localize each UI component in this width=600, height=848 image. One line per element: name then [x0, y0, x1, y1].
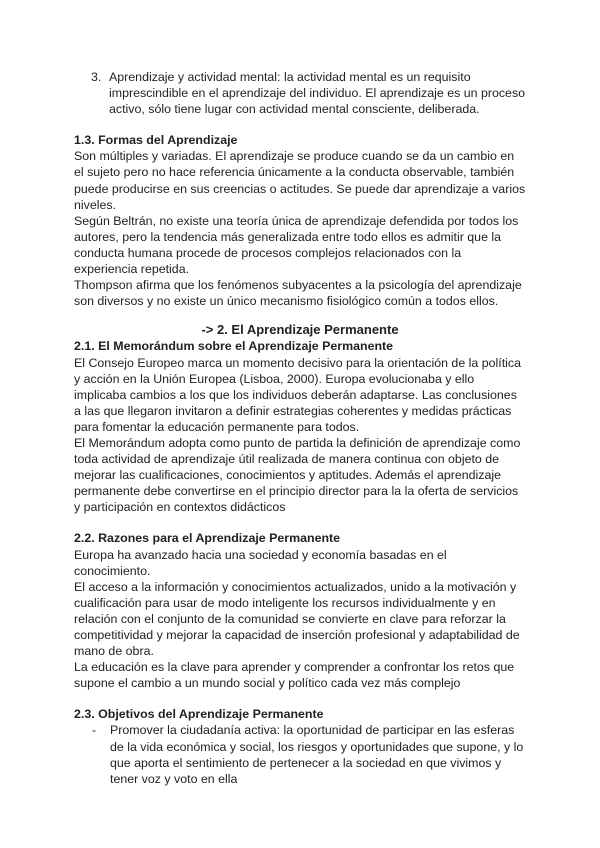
section-heading-2-3: 2.3. Objetivos del Aprendizaje Permanente [74, 707, 324, 722]
bullet-marker: - [92, 723, 97, 738]
list-number: 3. [91, 70, 102, 84]
bullet-text: Promover la ciudadanía activa: la oportunidad de participar en las esferas de la vida económica y social, los riesgos y oportunidades que supone, y lo que aporta el sentimiento de pertenecer a la sociedad en que vivimos y tener voz y voto en ella [110, 723, 524, 786]
bullet-list-item [92, 722, 526, 786]
paragraph: Europa ha avanzado hacia una sociedad y economía basadas en el conocimiento. [74, 547, 447, 578]
section-heading-1-3: 1.3. Formas del Aprendizaje [74, 133, 238, 148]
paragraph: El Consejo Europeo marca un momento decisivo para la orientación de la política y acción en la Unión Europea (Lisboa, 2000). Europa evolucionaba y ello implicaba cambios a los que los individuos deberán adaptarse. Las conclusiones a las que llegaron invitaron a definir estrategias coherentes y medidas prácticas para fomentar la educación permanente para todos. [74, 355, 522, 434]
section-heading-2-2: 2.2. Razones para el Aprendizaje Permanente [74, 531, 341, 546]
paragraph: Según Beltrán, no existe una teoría única de aprendizaje defendida por todos los autores, pero la tendencia más generalizada entre todo ellos es admitir que la conducta humana procede de procesos complejos relacionados con la experiencia repetida. [74, 213, 519, 277]
paragraph: El acceso a la información y conocimientos actualizados, unido a la motivación y cualificación para usar de modo inteligente los recursos individualmente y en relación con el conjunto de la comunidad se convierte en clave para reforzar la competitividad y mejorar la capacidad de inserción profesional y adaptabilidad de mano de obra. [74, 579, 520, 659]
chapter-title: -> 2. El Aprendizaje Permanente [201, 322, 399, 338]
paragraph: La educación es la clave para aprender y comprender a confrontar los retos que supone el cambio a un mundo social y político cada vez más complejo [74, 660, 515, 691]
paragraph: Son múltiples y variadas. El aprendizaje se produce cuando se da un cambio en el sujeto pero no hace referencia únicamente a la conducta observable, también puede producirse en sus creencias o actitudes. Se puede dar aprendizaje a varios niveles. [74, 149, 526, 212]
paragraph: El Memorándum adopta como punto de partida la definición de aprendizaje como toda actividad de aprendizaje útil realizada de manera continua con objeto de mejorar las cualificaciones, conocimientos y aptitudes. Además el aprendizaje permanente debe convertirse en el principio director para la la oferta de servicios y participación en contextos didácticos [74, 435, 521, 515]
page-content [74, 69, 526, 787]
paragraph: Thompson afirma que los fenómenos subyacentes a la psicología del aprendizaje son diversos y no existe un único mecanismo fisiológico común a todos ellos. [74, 278, 522, 309]
section-heading-2-1: 2.1. El Memorándum sobre el Aprendizaje Permanente [74, 339, 394, 354]
numbered-list-item [91, 69, 526, 117]
list-item-text: Aprendizaje y actividad mental: la actividad mental es un requisito imprescindible en el aprendizaje del individuo. El aprendizaje es un proceso activo, sólo tiene lugar con actividad mental consciente, deliberada. [109, 70, 526, 117]
